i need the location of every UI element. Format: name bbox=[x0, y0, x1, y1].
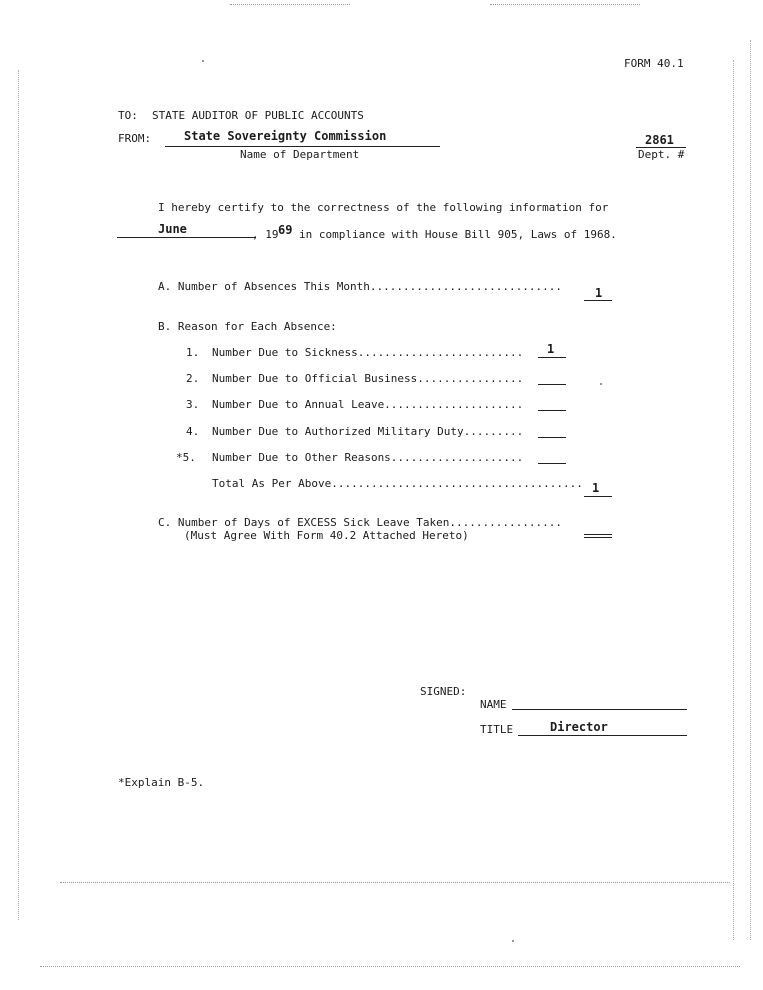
title-underline bbox=[518, 735, 687, 736]
b-item-underline bbox=[538, 463, 566, 464]
b-item-text: Number Due to Sickness......................... bbox=[212, 346, 524, 359]
section-a-value: 1 bbox=[595, 286, 603, 300]
b-item-text: Number Due to Other Reasons.................... bbox=[212, 451, 524, 464]
scan-edge-bottom bbox=[60, 882, 730, 883]
total-underline bbox=[584, 496, 612, 497]
name-underline bbox=[512, 709, 687, 710]
b-item-number: 1. bbox=[186, 346, 200, 359]
section-c-line2: (Must Agree With Form 40.2 Attached Hereto) bbox=[184, 529, 469, 542]
b-item-underline bbox=[538, 410, 566, 411]
certification-year-prefix: , 19 bbox=[252, 228, 279, 241]
b-item-text: Number Due to Annual Leave..................... bbox=[212, 398, 524, 411]
signed-label: SIGNED: bbox=[420, 685, 467, 698]
b-item-underline bbox=[538, 437, 566, 438]
certification-line2-rest: in compliance with House Bill 905, Laws of 1968. bbox=[299, 228, 617, 241]
title-label: TITLE bbox=[480, 723, 514, 736]
section-c-line1: C. Number of Days of EXCESS Sick Leave Taken................. bbox=[158, 516, 562, 529]
to-label: TO: bbox=[118, 109, 138, 122]
b-item-underline bbox=[538, 384, 566, 385]
total-value: 1 bbox=[592, 481, 600, 495]
section-a-label: A. Number of Absences This Month............................. bbox=[158, 280, 562, 293]
certification-year-suffix: 69 bbox=[278, 223, 293, 237]
section-a-underline bbox=[584, 300, 612, 301]
b-item-text: Number Due to Authorized Military Duty......... bbox=[212, 425, 524, 438]
scan-edge-right bbox=[733, 60, 734, 940]
b-item-underline bbox=[538, 357, 566, 358]
form-number: FORM 40.1 bbox=[624, 57, 684, 70]
b-item-number: 3. bbox=[186, 398, 200, 411]
certification-line1: I hereby certify to the correctness of the following information for bbox=[158, 201, 609, 214]
dept-caption: Dept. # bbox=[638, 148, 685, 161]
b-item-value: 1 bbox=[547, 342, 555, 356]
scan-speck bbox=[600, 383, 602, 385]
from-label: FROM: bbox=[118, 132, 152, 145]
from-underline bbox=[165, 146, 440, 147]
scan-edge-left bbox=[18, 70, 19, 920]
scan-speck bbox=[202, 60, 204, 62]
scan-speck bbox=[512, 940, 514, 942]
scan-edge-top bbox=[230, 4, 350, 5]
section-c-underline bbox=[584, 537, 612, 538]
certification-month: June bbox=[158, 222, 187, 236]
dept-number: 2861 bbox=[645, 133, 674, 147]
title-value: Director bbox=[550, 720, 608, 734]
section-b-label: B. Reason for Each Absence: bbox=[158, 320, 337, 333]
footnote: *Explain B-5. bbox=[118, 776, 205, 789]
b-item-text: Number Due to Official Business................ bbox=[212, 372, 524, 385]
total-label: Total As Per Above...................................... bbox=[212, 477, 583, 490]
from-value: State Sovereignty Commission bbox=[184, 129, 387, 143]
scan-edge-right bbox=[750, 40, 751, 940]
scan-edge-top bbox=[490, 4, 640, 5]
b-item-number: 2. bbox=[186, 372, 200, 385]
b-item-number: *5. bbox=[176, 451, 196, 464]
scan-edge-bottom bbox=[40, 966, 740, 967]
month-underline bbox=[117, 237, 255, 238]
b-item-number: 4. bbox=[186, 425, 200, 438]
from-caption: Name of Department bbox=[240, 148, 360, 161]
to-value: STATE AUDITOR OF PUBLIC ACCOUNTS bbox=[152, 109, 364, 122]
section-c-underline bbox=[584, 534, 612, 535]
name-label: NAME bbox=[480, 698, 507, 711]
